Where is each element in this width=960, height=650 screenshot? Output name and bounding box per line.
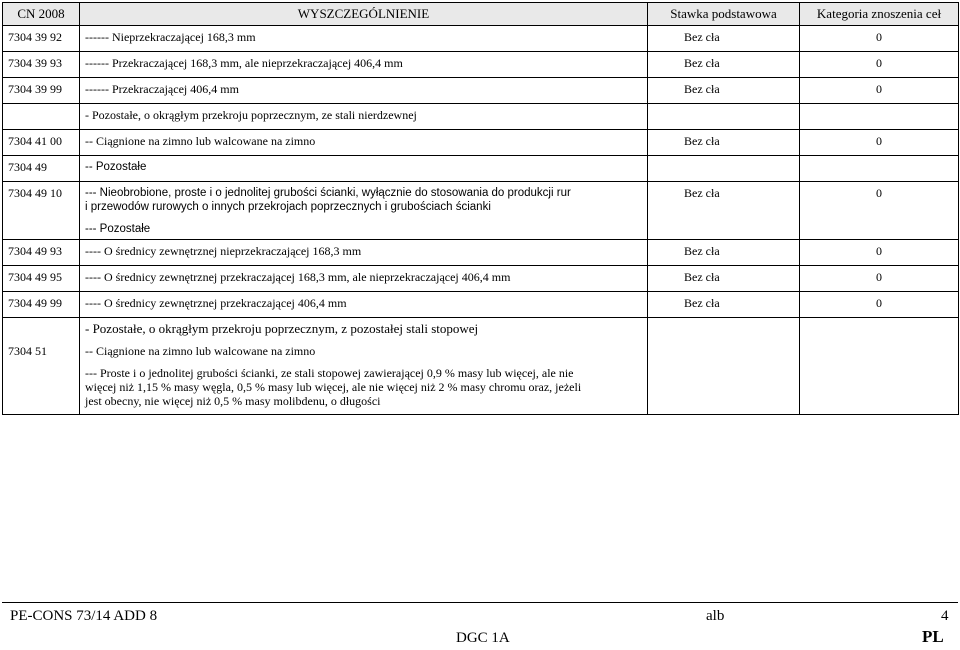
table-row [3, 292, 959, 318]
cn-code: 7304 49 [3, 156, 80, 182]
base-rate: Bez cła [648, 130, 800, 156]
header-base-rate: Stawka podstawowa [648, 3, 800, 26]
description-line: jest obecny, nie więcej niż 0,5 % masy molibdenu, o długości [85, 394, 381, 408]
cn-code: 7304 41 00 [3, 130, 80, 156]
description: ---- O średnicy zewnętrznej przekraczającej 406,4 mm [80, 292, 648, 318]
description-line: więcej niż 1,15 % masy węgla, 0,5 % masy lub więcej, ale nie więcej niż 2 % masy chromu oraz, jeżeli [85, 380, 582, 394]
base-rate [648, 104, 800, 130]
base-rate: Bez cła [648, 78, 800, 104]
staging-category: 0 [800, 78, 959, 104]
cn-code: 7304 39 99 [3, 78, 80, 104]
base-rate: Bez cła [648, 266, 800, 292]
table-row [3, 182, 959, 240]
staging-category [800, 104, 959, 130]
base-rate: Bez cła [648, 26, 800, 52]
description-line: --- Nieobrobione, proste i o jednolitej grubości ścianki, wyłącznie do stosowania do produkcji rur [85, 187, 571, 199]
tariff-table [2, 2, 959, 415]
staging-category: 0 [800, 52, 959, 78]
table-row [3, 318, 959, 415]
staging-category: 0 [800, 266, 959, 292]
table-header-row [3, 3, 959, 26]
base-rate: Bez cła [648, 292, 800, 318]
description [80, 318, 648, 415]
staging-category [800, 156, 959, 182]
description: ------ Nieprzekraczającej 168,3 mm [80, 26, 648, 52]
cn-code-text: 7304 51 [8, 344, 47, 358]
base-rate [648, 156, 800, 182]
description: -- Pozostałe [80, 156, 648, 182]
cn-code [3, 318, 80, 415]
footer-divider [2, 602, 958, 603]
page-number: 4 [941, 608, 949, 624]
description: ---- O średnicy zewnętrznej przekraczającej 168,3 mm, ale nieprzekraczającej 406,4 mm [80, 266, 648, 292]
cn-code: 7304 49 93 [3, 240, 80, 266]
table-row [3, 240, 959, 266]
description [80, 182, 648, 240]
author-initials: alb [706, 608, 725, 624]
description: ------ Przekraczającej 168,3 mm, ale nieprzekraczającej 406,4 mm [80, 52, 648, 78]
base-rate: Bez cła [648, 240, 800, 266]
cn-code: 7304 49 95 [3, 266, 80, 292]
base-rate [648, 318, 800, 415]
cn-code [3, 104, 80, 130]
language-code: PL [922, 627, 944, 646]
table-row [3, 130, 959, 156]
base-rate: Bez cła [648, 182, 800, 240]
staging-category: 0 [800, 130, 959, 156]
table-row [3, 266, 959, 292]
header-cn: CN 2008 [3, 3, 80, 26]
table-row [3, 78, 959, 104]
table-row [3, 104, 959, 130]
header-staging-category: Kategoria znoszenia ceł [800, 3, 959, 26]
description: ------ Przekraczającej 406,4 mm [80, 78, 648, 104]
header-description: WYSZCZEGÓLNIENIE [80, 3, 648, 26]
description-line: - Pozostałe, o okrągłym przekroju poprzecznym, z pozostałej stali stopowej [85, 321, 479, 336]
staging-category: 0 [800, 26, 959, 52]
spacer [85, 336, 642, 344]
description: ---- O średnicy zewnętrznej nieprzekraczającej 168,3 mm [80, 240, 648, 266]
document-reference: PE-CONS 73/14 ADD 8 [10, 608, 158, 624]
table-row [3, 52, 959, 78]
base-rate: Bez cła [648, 52, 800, 78]
cn-code: 7304 49 10 [3, 182, 80, 240]
directorate-code: DGC 1A [456, 630, 510, 646]
cn-code: 7304 39 92 [3, 26, 80, 52]
description: -- Ciągnione na zimno lub walcowane na zimno [80, 130, 648, 156]
description-line: --- Proste i o jednolitej grubości ścianki, ze stali stopowej zawierającej 0,9 % masy lub więcej, ale nie [85, 366, 574, 380]
description-line: i przewodów rurowych o innych przekrojach poprzecznych i grubościach ścianki [85, 201, 491, 213]
staging-category: 0 [800, 240, 959, 266]
description-line: -- Ciągnione na zimno lub walcowane na zimno [85, 344, 316, 358]
table-row [3, 156, 959, 182]
cn-code: 7304 49 99 [3, 292, 80, 318]
description-line: --- Pozostałe [85, 223, 151, 235]
table-row [3, 26, 959, 52]
staging-category [800, 318, 959, 415]
staging-category: 0 [800, 292, 959, 318]
cn-code: 7304 39 93 [3, 52, 80, 78]
staging-category: 0 [800, 182, 959, 240]
description: - Pozostałe, o okrągłym przekroju poprzecznym, ze stali nierdzewnej [80, 104, 648, 130]
spacer [85, 358, 642, 366]
spacer [85, 214, 642, 222]
